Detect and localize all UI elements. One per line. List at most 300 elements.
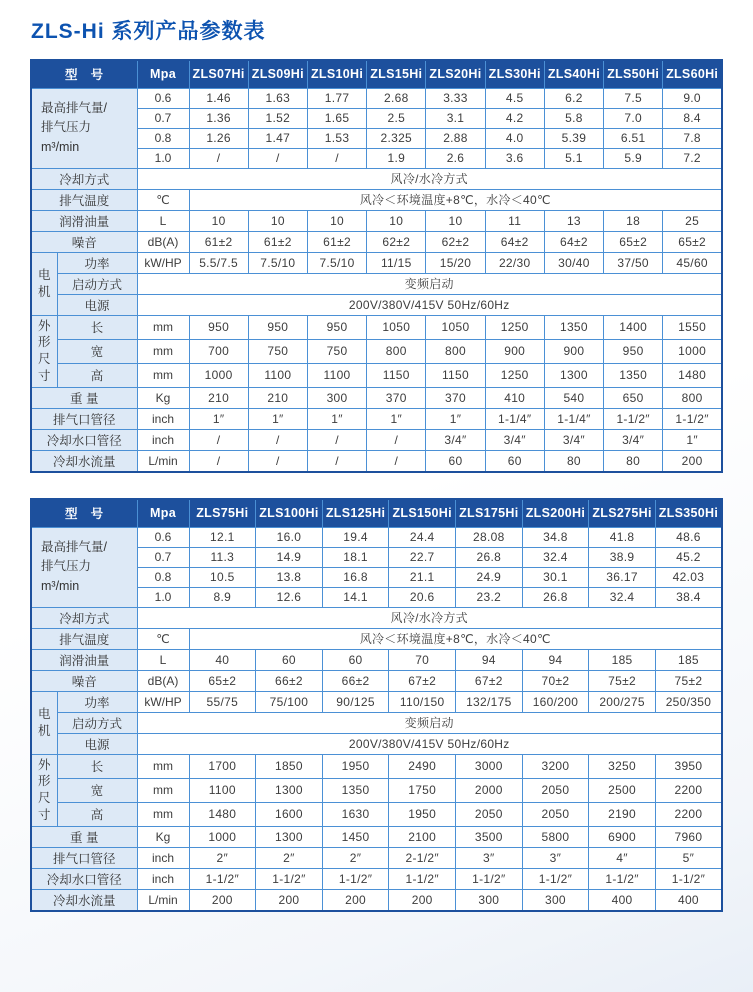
value-cell: 132/175 [456,691,523,712]
value-cell: 1630 [322,802,389,826]
value-cell: 70±2 [522,670,589,691]
value-cell: 32.4 [589,587,656,607]
value-cell: 67±2 [456,670,523,691]
value-cell: 1″ [367,409,426,430]
value-cell: 19.4 [322,527,389,547]
spec-table-small-models [30,59,723,473]
value-cell: 64±2 [485,231,544,252]
span-value-cell: 风冷＜环境温度+8℃，水冷＜40℃ [189,628,722,649]
unit-cell: Kg [137,388,189,409]
value-cell: 2-1/2″ [389,848,456,869]
value-cell: 65±2 [189,670,256,691]
value-cell: 1700 [189,754,256,778]
table-row [31,210,722,231]
value-cell: 5.39 [544,128,603,148]
value-cell: 40 [189,649,256,670]
header-row [31,60,722,88]
value-cell: 10 [189,210,248,231]
value-cell: 66±2 [256,670,323,691]
value-cell: 2.68 [367,88,426,108]
value-cell: 34.8 [522,527,589,547]
value-cell: 6.2 [544,88,603,108]
value-cell: 3500 [456,827,523,848]
value-cell: 1100 [248,363,307,387]
value-cell: 2.5 [367,108,426,128]
value-cell: 60 [485,451,544,473]
value-cell: 1-1/2″ [663,409,722,430]
value-cell: 14.1 [322,587,389,607]
value-cell: 30/40 [544,252,603,273]
value-cell: 62±2 [367,231,426,252]
value-cell: 2.6 [426,148,485,168]
unit-cell: inch [137,409,189,430]
value-cell: 60 [426,451,485,473]
value-cell: 1″ [663,430,722,451]
value-cell: 185 [589,649,656,670]
row-label: 润滑油量 [31,210,137,231]
value-cell: 5800 [522,827,589,848]
table-row [31,363,722,387]
value-cell: 7960 [655,827,722,848]
table-row [31,754,722,778]
unit-cell: Kg [137,827,189,848]
value-cell: 1000 [663,339,722,363]
span-value-cell: 风冷＜环境温度+8℃，水冷＜40℃ [189,189,722,210]
value-cell: 60 [322,649,389,670]
value-cell: 300 [522,890,589,912]
value-cell: / [307,430,366,451]
unit-cell: ℃ [137,189,189,210]
column-header-model: ZLS175Hi [456,499,523,527]
table-row [31,231,722,252]
value-cell: 25 [663,210,722,231]
value-cell: 200 [322,890,389,912]
value-cell: 1000 [189,827,256,848]
value-cell: 1-1/2″ [322,869,389,890]
column-header-unit: Mpa [137,499,189,527]
table-row [31,712,722,733]
pressure-cell: 1.0 [137,587,189,607]
value-cell: 1.53 [307,128,366,148]
value-cell: 60 [256,649,323,670]
table-row [31,778,722,802]
row-label: 功率 [57,691,137,712]
value-cell: 1000 [189,363,248,387]
value-cell: 3.6 [485,148,544,168]
value-cell: 10.5 [189,567,256,587]
table-row [31,802,722,826]
value-cell: 22/30 [485,252,544,273]
row-label: 冷却水口管径 [31,869,137,890]
value-cell: 3/4″ [544,430,603,451]
column-header-model: ZLS200Hi [522,499,589,527]
value-cell: 540 [544,388,603,409]
value-cell: 1-1/4″ [485,409,544,430]
value-cell: 1-1/2″ [604,409,663,430]
spec-table-large-models-body [31,499,722,911]
value-cell: 210 [248,388,307,409]
value-cell: 1250 [485,363,544,387]
row-label: 功率 [57,252,137,273]
unit-cell: inch [137,869,189,890]
row-label: 电源 [57,294,137,315]
row-label: 启动方式 [57,273,137,294]
value-cell: 7.5/10 [248,252,307,273]
value-cell: 75±2 [589,670,656,691]
value-cell: 2500 [589,778,656,802]
value-cell: 94 [456,649,523,670]
value-cell: 15/20 [426,252,485,273]
table-row [31,339,722,363]
table-row [31,430,722,451]
spec-table-large-models [30,498,723,912]
unit-cell: L [137,649,189,670]
value-cell: 45.2 [655,547,722,567]
value-cell: 1150 [367,363,426,387]
value-cell: 61±2 [248,231,307,252]
value-cell: 1750 [389,778,456,802]
value-cell: 11 [485,210,544,231]
value-cell: 5″ [655,848,722,869]
span-value-cell: 风冷/水冷方式 [137,168,722,189]
unit-cell: dB(A) [137,231,189,252]
table-row [31,670,722,691]
value-cell: 200 [189,890,256,912]
value-cell: 1″ [307,409,366,430]
value-cell: 45/60 [663,252,722,273]
table-row [31,827,722,848]
value-cell: 66±2 [322,670,389,691]
value-cell: 42.03 [655,567,722,587]
row-label: 长 [57,315,137,339]
value-cell: 400 [589,890,656,912]
capacity-label-line: 最高排气量/ [41,100,107,115]
value-cell: 1150 [426,363,485,387]
value-cell: 1″ [248,409,307,430]
value-cell: 1250 [485,315,544,339]
row-label: 高 [57,363,137,387]
table-row [31,869,722,890]
value-cell: 64±2 [544,231,603,252]
value-cell: 41.8 [589,527,656,547]
row-label: 冷却水流量 [31,451,137,473]
spec-table-small-models-body [31,60,722,472]
row-label: 排气口管径 [31,848,137,869]
unit-cell: inch [137,430,189,451]
value-cell: 900 [544,339,603,363]
row-label: 排气口管径 [31,409,137,430]
value-cell: 24.4 [389,527,456,547]
table-row [31,273,722,294]
value-cell: 67±2 [389,670,456,691]
row-label: 排气温度 [31,628,137,649]
value-cell: 7.2 [663,148,722,168]
value-cell: 160/200 [522,691,589,712]
column-header-model: ZLS40Hi [544,60,603,88]
value-cell: 1950 [322,754,389,778]
value-cell: 30.1 [522,567,589,587]
value-cell: 1050 [367,315,426,339]
unit-cell: L/min [137,451,189,473]
value-cell: 14.9 [256,547,323,567]
value-cell: 2200 [655,802,722,826]
value-cell: 4″ [589,848,656,869]
table-row [31,649,722,670]
row-label: 冷却方式 [31,168,137,189]
value-cell: 2000 [456,778,523,802]
unit-cell: kW/HP [137,252,189,273]
value-cell: 1.63 [248,88,307,108]
column-header-model: ZLS60Hi [663,60,722,88]
value-cell: 1-1/2″ [522,869,589,890]
value-cell: 65±2 [604,231,663,252]
value-cell: 70 [389,649,456,670]
value-cell: 1300 [256,827,323,848]
value-cell: 21.1 [389,567,456,587]
value-cell: 10 [367,210,426,231]
value-cell: 18 [604,210,663,231]
value-cell: 75/100 [256,691,323,712]
value-cell: 22.7 [389,547,456,567]
value-cell: 2050 [522,802,589,826]
value-cell: 1100 [189,778,256,802]
value-cell: 200 [389,890,456,912]
table-row [31,848,722,869]
value-cell: / [367,430,426,451]
value-cell: 800 [367,339,426,363]
capacity-label-line: 排气压力 [41,120,92,135]
value-cell: 3″ [522,848,589,869]
pressure-cell: 0.8 [137,567,189,587]
table-row [31,451,722,473]
value-cell: 10 [426,210,485,231]
row-label: 冷却方式 [31,607,137,628]
table-row [31,527,722,547]
unit-cell: mm [137,315,189,339]
value-cell: 90/125 [322,691,389,712]
table-row [31,409,722,430]
value-cell: 1″ [426,409,485,430]
value-cell: 1.77 [307,88,366,108]
value-cell: 3.1 [426,108,485,128]
row-label: 启动方式 [57,712,137,733]
pressure-cell: 0.7 [137,108,189,128]
value-cell: 3950 [655,754,722,778]
value-cell: 370 [426,388,485,409]
value-cell: 950 [307,315,366,339]
value-cell: 800 [426,339,485,363]
value-cell: 3250 [589,754,656,778]
value-cell: / [248,430,307,451]
value-cell: 28.08 [456,527,523,547]
row-group-label: 外形尺寸 [31,754,57,827]
header-row [31,499,722,527]
value-cell: 2.88 [426,128,485,148]
value-cell: 2200 [655,778,722,802]
value-cell: 4.5 [485,88,544,108]
value-cell: 1480 [189,802,256,826]
value-cell: 950 [189,315,248,339]
value-cell: 1-1/2″ [589,869,656,890]
value-cell: 950 [248,315,307,339]
value-cell: 48.6 [655,527,722,547]
value-cell: 7.5 [604,88,663,108]
value-cell: 1.46 [189,88,248,108]
pressure-cell: 0.8 [137,128,189,148]
value-cell: 1.65 [307,108,366,128]
value-cell: 1350 [604,363,663,387]
value-cell: 37/50 [604,252,663,273]
value-cell: 7.5/10 [307,252,366,273]
value-cell: 3/4″ [426,430,485,451]
value-cell: 2190 [589,802,656,826]
value-cell: 3.33 [426,88,485,108]
capacity-label-line: 排气压力 [41,559,92,574]
value-cell: / [248,148,307,168]
value-cell: 26.8 [522,587,589,607]
value-cell: 1.36 [189,108,248,128]
value-cell: 1.26 [189,128,248,148]
span-value-cell: 风冷/水冷方式 [137,607,722,628]
value-cell: 200 [663,451,722,473]
span-value-cell: 变频启动 [137,712,722,733]
row-label: 重 量 [31,388,137,409]
column-header-model: ZLS50Hi [604,60,663,88]
value-cell: 2050 [456,802,523,826]
value-cell: 900 [485,339,544,363]
value-cell: 1-1/2″ [256,869,323,890]
value-cell: 7.8 [663,128,722,148]
value-cell: 1.9 [367,148,426,168]
value-cell: 80 [604,451,663,473]
column-header-model: ZLS150Hi [389,499,456,527]
table-row [31,189,722,210]
span-value-cell: 200V/380V/415V 50Hz/60Hz [137,294,722,315]
value-cell: 5.1 [544,148,603,168]
table-row [31,733,722,754]
value-cell: 36.17 [589,567,656,587]
value-cell: 38.9 [589,547,656,567]
value-cell: 2490 [389,754,456,778]
value-cell: 5.8 [544,108,603,128]
row-label: 润滑油量 [31,649,137,670]
value-cell: 9.0 [663,88,722,108]
table-row [31,890,722,912]
value-cell: 1450 [322,827,389,848]
value-cell: 1550 [663,315,722,339]
column-header-model-label: 型 号 [31,60,137,88]
value-cell: 12.6 [256,587,323,607]
column-header-model: ZLS100Hi [256,499,323,527]
capacity-label-line: m³/min [41,139,80,154]
capacity-label-line: m³/min [41,578,80,593]
value-cell: 3″ [456,848,523,869]
row-label: 宽 [57,778,137,802]
pressure-cell: 0.6 [137,88,189,108]
row-label: 冷却水流量 [31,890,137,912]
value-cell: 20.6 [389,587,456,607]
row-label: 冷却水口管径 [31,430,137,451]
value-cell: 3200 [522,754,589,778]
value-cell: 1850 [256,754,323,778]
value-cell: 5.5/7.5 [189,252,248,273]
value-cell: 6.51 [604,128,663,148]
value-cell: 400 [655,890,722,912]
value-cell: 750 [307,339,366,363]
value-cell: 62±2 [426,231,485,252]
value-cell: 110/150 [389,691,456,712]
row-label-capacity [31,88,137,168]
column-header-model: ZLS125Hi [322,499,389,527]
row-label: 宽 [57,339,137,363]
value-cell: 3/4″ [485,430,544,451]
table-row [31,691,722,712]
value-cell: 1400 [604,315,663,339]
row-label: 重 量 [31,827,137,848]
column-header-model: ZLS10Hi [307,60,366,88]
span-value-cell: 变频启动 [137,273,722,294]
column-header-model: ZLS75Hi [189,499,256,527]
value-cell: 16.0 [256,527,323,547]
value-cell: 2″ [256,848,323,869]
value-cell: 250/350 [655,691,722,712]
value-cell: 5.9 [604,148,663,168]
row-group-label: 外形尺寸 [31,315,57,388]
value-cell: 1100 [307,363,366,387]
value-cell: 32.4 [522,547,589,567]
value-cell: 13 [544,210,603,231]
value-cell: 16.8 [322,567,389,587]
value-cell: 1″ [189,409,248,430]
unit-cell: L/min [137,890,189,912]
row-label: 电源 [57,733,137,754]
value-cell: 6900 [589,827,656,848]
page-title: ZLS-Hi 系列产品参数表 [31,20,266,43]
value-cell: / [189,451,248,473]
value-cell: 3000 [456,754,523,778]
value-cell: 1-1/2″ [456,869,523,890]
value-cell: 7.0 [604,108,663,128]
value-cell: 8.9 [189,587,256,607]
value-cell: 2.325 [367,128,426,148]
value-cell: 1950 [389,802,456,826]
row-label: 排气温度 [31,189,137,210]
column-header-model: ZLS350Hi [655,499,722,527]
value-cell: 1480 [663,363,722,387]
value-cell: 950 [604,339,663,363]
row-label: 噪音 [31,231,137,252]
row-group-label: 电机 [31,691,57,754]
row-label: 噪音 [31,670,137,691]
row-label: 长 [57,754,137,778]
value-cell: 1300 [544,363,603,387]
row-label-capacity [31,527,137,607]
value-cell: 1.52 [248,108,307,128]
value-cell: 2″ [189,848,256,869]
table-row [31,388,722,409]
value-cell: 4.0 [485,128,544,148]
unit-cell: mm [137,802,189,826]
value-cell: 800 [663,388,722,409]
value-cell: 200 [256,890,323,912]
table-row [31,252,722,273]
column-header-model: ZLS15Hi [367,60,426,88]
value-cell: / [189,148,248,168]
pressure-cell: 0.7 [137,547,189,567]
unit-cell: ℃ [137,628,189,649]
unit-cell: mm [137,778,189,802]
pressure-cell: 1.0 [137,148,189,168]
